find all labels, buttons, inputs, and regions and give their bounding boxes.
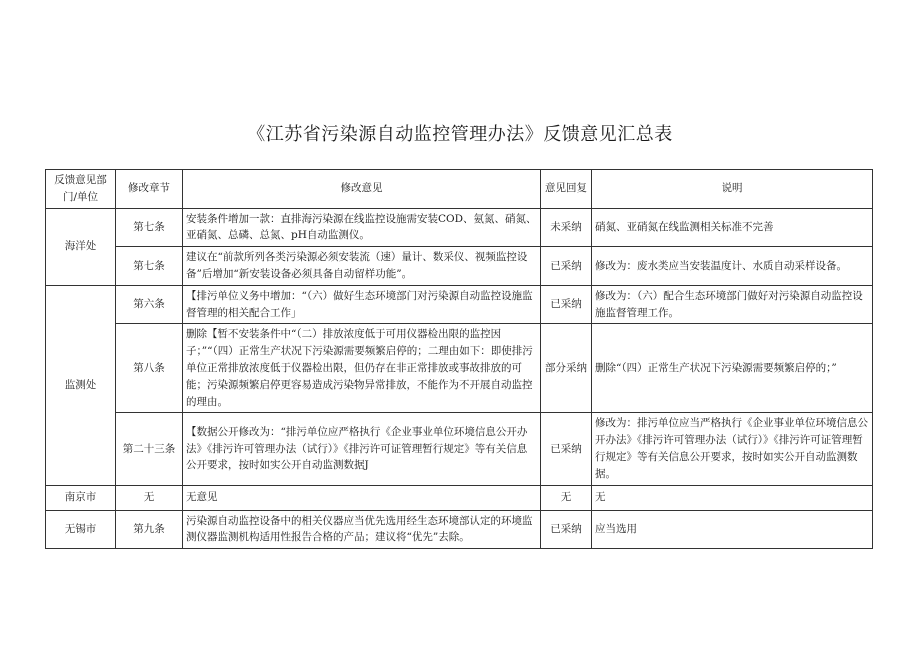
unit-cell: 监测处 bbox=[46, 285, 116, 485]
reply-cell: 无 bbox=[541, 485, 592, 510]
unit-cell: 无锡市 bbox=[46, 510, 116, 549]
opinion-cell: 【排污单位义务中增加：“（六）做好生态环境部门对污染源自动监控设施监督管理的相关配合工作」 bbox=[183, 285, 541, 324]
table-row bbox=[46, 324, 873, 413]
note-cell: 硝氮、亚硝氮在线监测相关标准不完善 bbox=[592, 208, 873, 247]
opinion-cell: 无意见 bbox=[183, 485, 541, 510]
section-cell: 第八条 bbox=[116, 324, 183, 413]
note-cell: 应当选用 bbox=[592, 510, 873, 549]
opinion-cell: 【数据公开修改为：“排污单位应严格执行《企业事业单位环境信息公开办法》《排污许可管理办法（试行）》《排污许可证管理暂行规定》等有关信息公开要求，按时如实公开自动监测数据J bbox=[183, 413, 541, 485]
feedback-table bbox=[45, 169, 873, 549]
header-section: 修改章节 bbox=[116, 170, 183, 209]
header-row bbox=[46, 170, 873, 209]
header-note: 说明 bbox=[592, 170, 873, 209]
table-row bbox=[46, 285, 873, 324]
reply-cell: 已采纳 bbox=[541, 247, 592, 286]
reply-cell: 已采纳 bbox=[541, 413, 592, 485]
note-cell: 删除“（四）正常生产状况下污染源需要频繁启停的；” bbox=[592, 324, 873, 413]
reply-cell: 部分采纳 bbox=[541, 324, 592, 413]
opinion-cell: 删除【暂不安装条件中“（二）排放浓度低于可用仪器检出限的监控因子；”“（四）正常生产状况下污染源需要频繁启停的；二理由如下：即使排污单位正常排放浓度低于仪器检出限，但仍存在非正常排放或事故排放的可能；污染源频繁启停更容易造成污染物异常排放，不能作为不开展自动监控的理由。 bbox=[183, 324, 541, 413]
header-opinion: 修改意见 bbox=[183, 170, 541, 209]
note-cell: 修改为：排污单位应当严格执行《企业事业单位环境信息公开办法》《排污许可管理办法（试行）》《排污许可证管理暂行规定》等有关信息公开要求，按时如实公开自动监测数据。 bbox=[592, 413, 873, 485]
opinion-cell: 污染源自动监控设备中的相关仪器应当优先选用经生态环境部认定的环境监测仪器监测机构适用性报告合格的产品；建议将“优先”去除。 bbox=[183, 510, 541, 549]
section-cell: 无 bbox=[116, 485, 183, 510]
reply-cell: 已采纳 bbox=[541, 510, 592, 549]
table-row bbox=[46, 208, 873, 247]
section-cell: 第二十三条 bbox=[116, 413, 183, 485]
table-row bbox=[46, 413, 873, 485]
page-title: 《江苏省污染源自动监控管理办法》反馈意见汇总表 bbox=[247, 124, 673, 145]
table-row bbox=[46, 247, 873, 286]
section-cell: 第九条 bbox=[116, 510, 183, 549]
reply-cell: 已采纳 bbox=[541, 285, 592, 324]
opinion-cell: 建议在“前款所列各类污染源必须安装流（速）量计、数采仪、视频监控设备”后增加“新安装设备必须具备自动留样功能”。 bbox=[183, 247, 541, 286]
table-row bbox=[46, 510, 873, 549]
section-cell: 第六条 bbox=[116, 285, 183, 324]
unit-cell: 南京市 bbox=[46, 485, 116, 510]
reply-cell: 未采纳 bbox=[541, 208, 592, 247]
unit-cell: 海洋处 bbox=[46, 208, 116, 285]
opinion-cell: 安装条件增加一款：直排海污染源在线监控设施需安装COD、氨氮、硝氮、亚硝氮、总磷、总氮、pH自动监测仪。 bbox=[183, 208, 541, 247]
section-cell: 第七条 bbox=[116, 247, 183, 286]
header-reply: 意见回复 bbox=[541, 170, 592, 209]
header-unit: 反馈意见部门/单位 bbox=[46, 170, 116, 209]
note-cell: 修改为：废水类应当安装温度计、水质自动采样设备。 bbox=[592, 247, 873, 286]
section-cell: 第七条 bbox=[116, 208, 183, 247]
table-row bbox=[46, 485, 873, 510]
note-cell: 无 bbox=[592, 485, 873, 510]
note-cell: 修改为：（六）配合生态环境部门做好对污染源自动监控设施监督管理工作。 bbox=[592, 285, 873, 324]
